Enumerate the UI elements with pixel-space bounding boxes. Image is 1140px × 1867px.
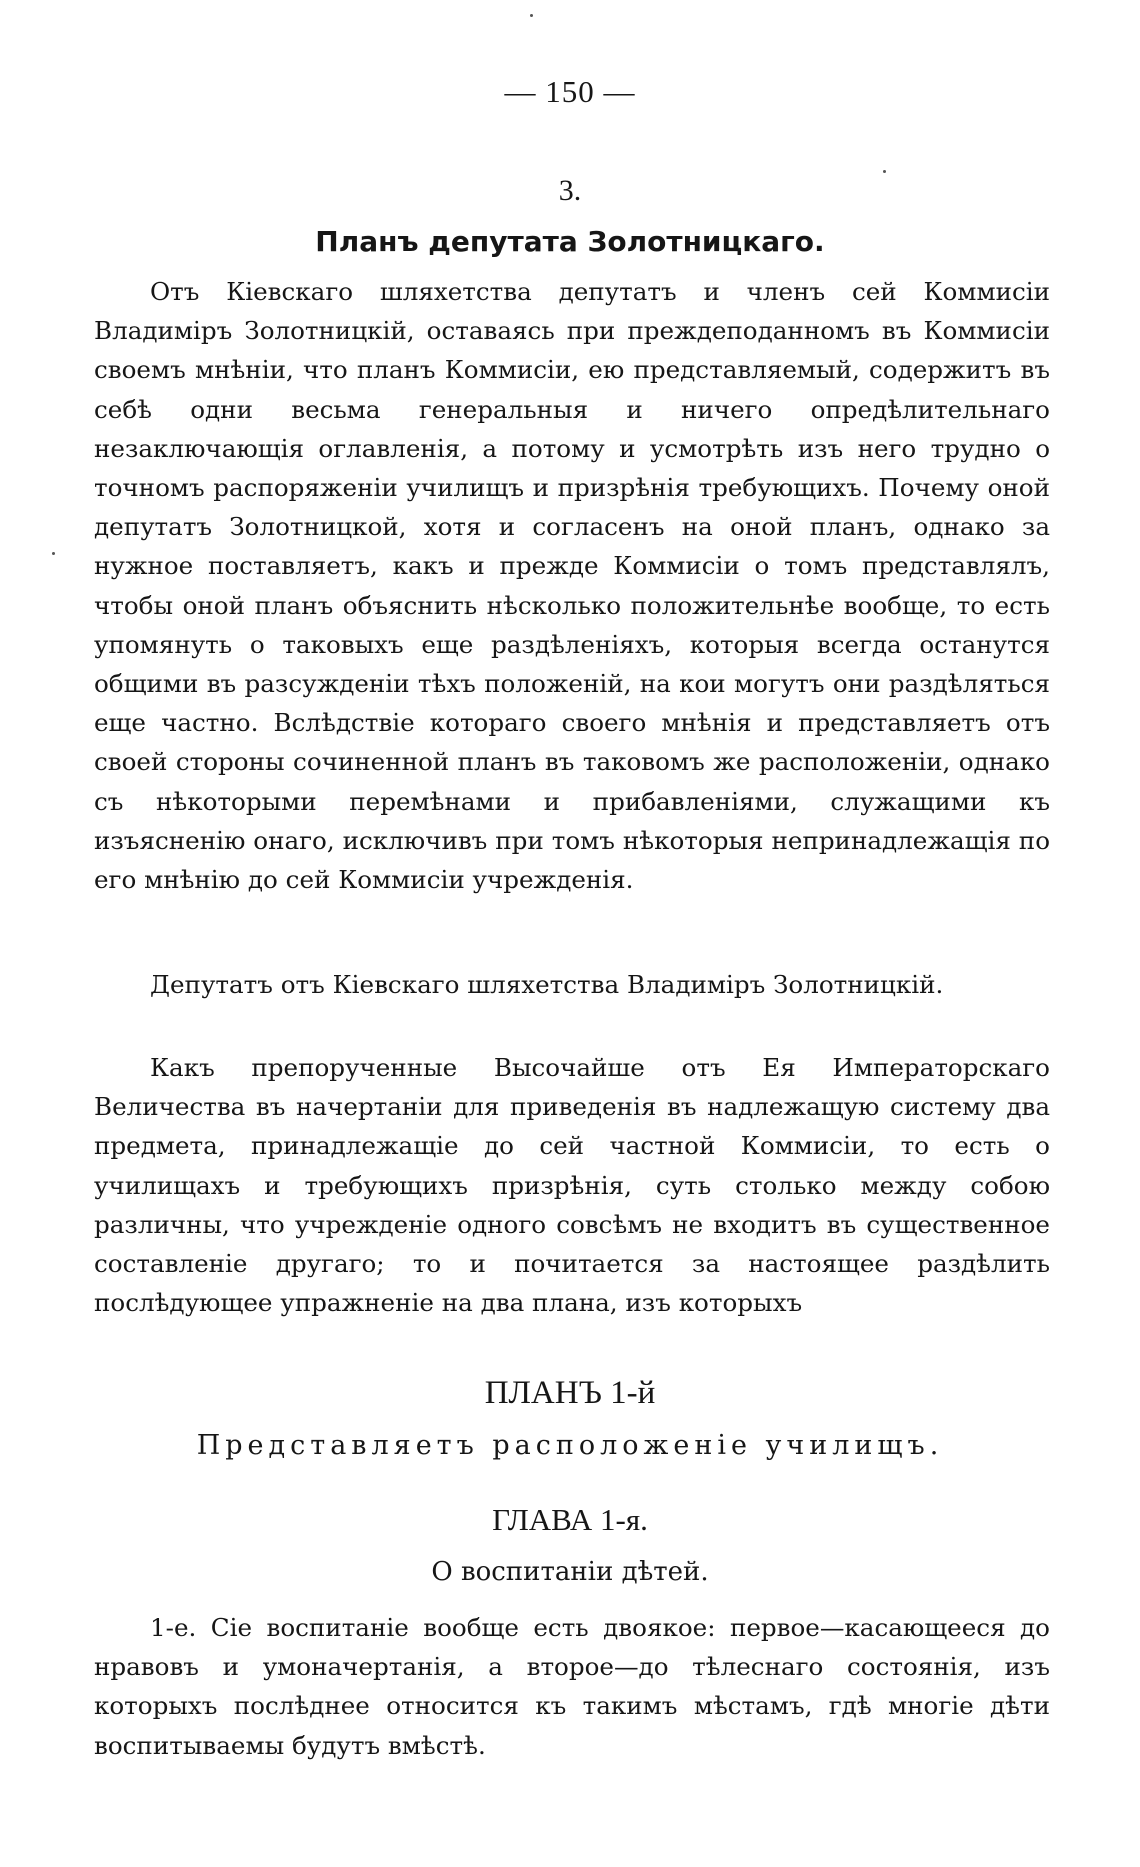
paragraph-zolotnitsky-opinion: Отъ Кіевскаго шляхетства депутатъ и членъ сей Коммисіи Владиміръ Золотницкій, оставаясь при преждеподанномъ въ Коммисіи своемъ мнѣніи, что планъ Коммисіи, ею представляемый, содержитъ въ себѣ одни весьма генеральныя и ничего опредѣлительнаго незаключающія оглавленія, а потому и усмотрѣть изъ него трудно о точномъ распоряженіи училищъ и призрѣнія требующихъ. Почему оной депутатъ Золотницкой, хотя и согласенъ на оной планъ, однако за нужное поставляетъ, какъ и прежде Коммисіи о томъ представлялъ, чтобы оной планъ объяснить нѣсколько положительнѣе вообще, то есть упомянуть о таковыхъ еще раздѣленіяхъ, которыя всегда останутся общими въ разсужденіи тѣхъ положеній, на кои могутъ они раздѣляться еще частно. Вслѣдствіе котораго своего мнѣнія и представляетъ отъ своей стороны сочиненной планъ въ таковомъ же расположеніи, однако съ нѣкоторыми перемѣнами и прибавленіями, служащими къ изъясненію онаго, исключивъ при томъ нѣкоторыя непринадлежащія по его мнѣнію до сей Коммисіи учрежденія. xyxy=(94,277,1050,895)
chapter-subtitle: О воспитаніи дѣтей. xyxy=(431,1557,709,1587)
paragraph-article-1: 1-е. Сіе воспитаніе вообще есть двоякое: первое—касающееся до нравовъ и умоначертанія, а второе—до тѣлеснаго состоянія, изъ которыхъ послѣднее относится къ такимъ мѣстамъ, гдѣ многіе дѣти воспитываемы будутъ вмѣстѣ. xyxy=(94,1613,1050,1760)
section-number: 3. xyxy=(558,174,582,207)
plan-title: ПЛАНЪ 1-й xyxy=(484,1375,656,1411)
speck xyxy=(52,552,55,555)
speck xyxy=(883,170,886,173)
speck xyxy=(530,14,533,17)
paragraph-signature: Депутатъ отъ Кіевскаго шляхетства Владиміръ Золотницкій. xyxy=(150,970,944,999)
paragraph-two-plans: Какъ препорученные Высочайше отъ Ея Императорскаго Величества въ начертаніи для приведенія въ надлежащую систему два предмета, принадлежащіе до сей частной Коммисіи, то есть о училищахъ и требующихъ призрѣнія, суть столько между собою различны, что учрежденіе одного совсѣмъ не входитъ въ существенное составленіе другаго; то и почитается за настоящее раздѣлить послѣдующее упражненіе на два плана, изъ которыхъ xyxy=(94,1053,1050,1318)
chapter-title: ГЛАВА 1-я. xyxy=(492,1502,648,1537)
page-number: — 150 — xyxy=(504,74,636,109)
section-title: Планъ депутата Золотницкаго. xyxy=(315,225,825,258)
plan-subtitle: Представляетъ расположеніе училищъ. xyxy=(196,1430,944,1461)
